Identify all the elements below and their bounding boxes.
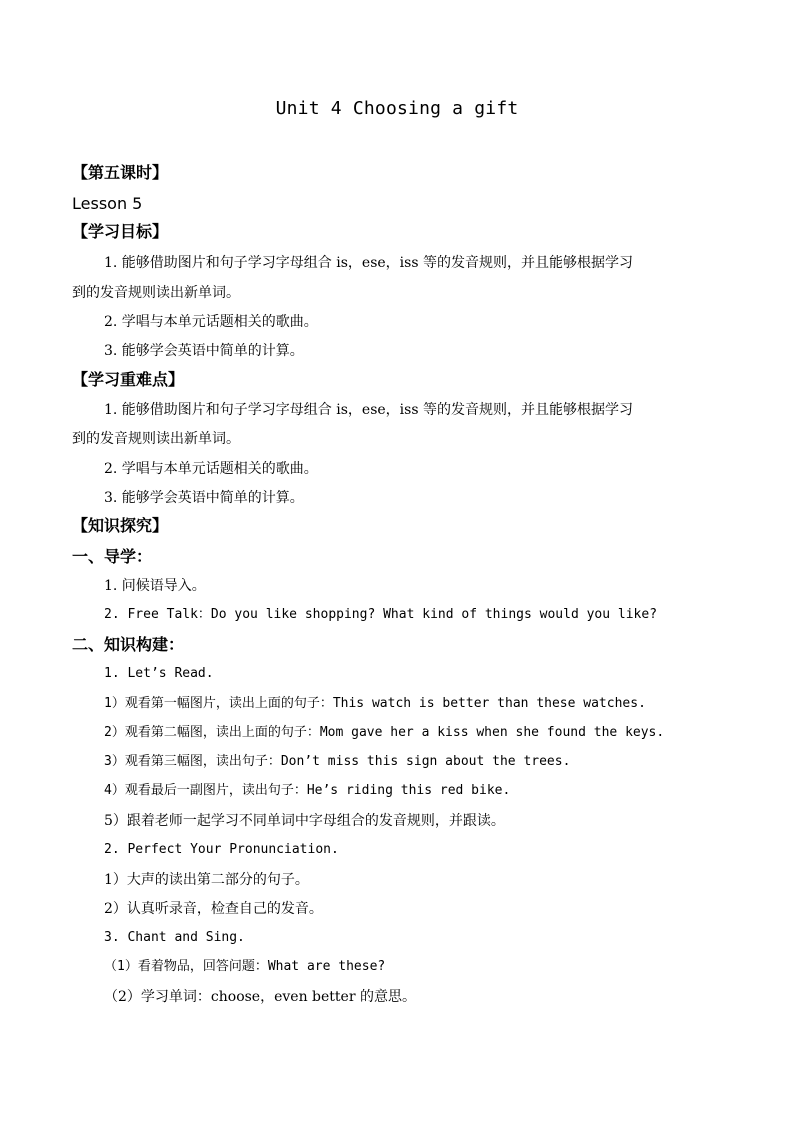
chant-and-sing-heading: 3. Chant and Sing. — [104, 930, 245, 945]
chant-step-1: （1）看着物品，回答问题：What are these? — [104, 959, 386, 974]
guide-item-1: 1. 问候语导入。 — [104, 578, 206, 594]
key-point-item-1-line-2: 到的发音规则读出新单词。 — [72, 431, 240, 447]
guide-item-2: 2. Free Talk：Do you like shopping? What kind of things would you like? — [104, 607, 658, 622]
read-step-3: 3）观看第三幅图，读出句子：Don’t miss this sign about the trees. — [104, 754, 571, 769]
read-step-4: 4）观看最后一副图片，读出句子：He’s riding this red bike. — [104, 783, 511, 798]
perfect-pronunciation-heading: 2. Perfect Your Pronunciation. — [104, 842, 339, 857]
key-point-item-2: 2. 学唱与本单元话题相关的歌曲。 — [104, 461, 318, 477]
key-point-item-1-line-1: 1. 能够借助图片和句子学习字母组合 is，ese，iss 等的发音规则，并且能够根据学习 — [104, 402, 633, 418]
key-point-item-3: 3. 能够学会英语中简单的计算。 — [104, 490, 304, 506]
construction-heading: 二、知识构建： — [72, 635, 185, 654]
guide-heading: 一、导学： — [72, 547, 153, 566]
objective-item-3: 3. 能够学会英语中简单的计算。 — [104, 343, 304, 359]
read-step-5: 5）跟着老师一起学习不同单词中字母组合的发音规则，并跟读。 — [104, 813, 505, 829]
chant-step-2: （2）学习单词：choose，even better 的意思。 — [104, 989, 416, 1005]
objective-item-1-line-1: 1. 能够借助图片和句子学习字母组合 is，ese，iss 等的发音规则，并且能够根据学习 — [104, 255, 633, 271]
pronunciation-step-1: 1）大声的读出第二部分的句子。 — [104, 872, 309, 888]
read-step-1: 1）观看第一幅图片，读出上面的句子：This watch is better than these watches. — [104, 696, 646, 711]
document-title: Unit 4 Choosing a gift — [275, 98, 519, 119]
objective-item-2: 2. 学唱与本单元话题相关的歌曲。 — [104, 314, 318, 330]
lesson-label: Lesson 5 — [72, 194, 143, 213]
objective-item-1-line-2: 到的发音规则读出新单词。 — [72, 285, 240, 301]
key-points-heading: 【学习重难点】 — [72, 370, 185, 389]
objectives-heading: 【学习目标】 — [72, 222, 169, 241]
read-step-2: 2）观看第二幅图，读出上面的句子：Mom gave her a kiss when she found the keys. — [104, 725, 665, 740]
exploration-heading: 【知识探究】 — [72, 516, 169, 535]
period-heading: 【第五课时】 — [72, 163, 169, 182]
pronunciation-step-2: 2）认真听录音，检查自己的发音。 — [104, 901, 323, 917]
lets-read-heading: 1. Let’s Read. — [104, 666, 214, 681]
